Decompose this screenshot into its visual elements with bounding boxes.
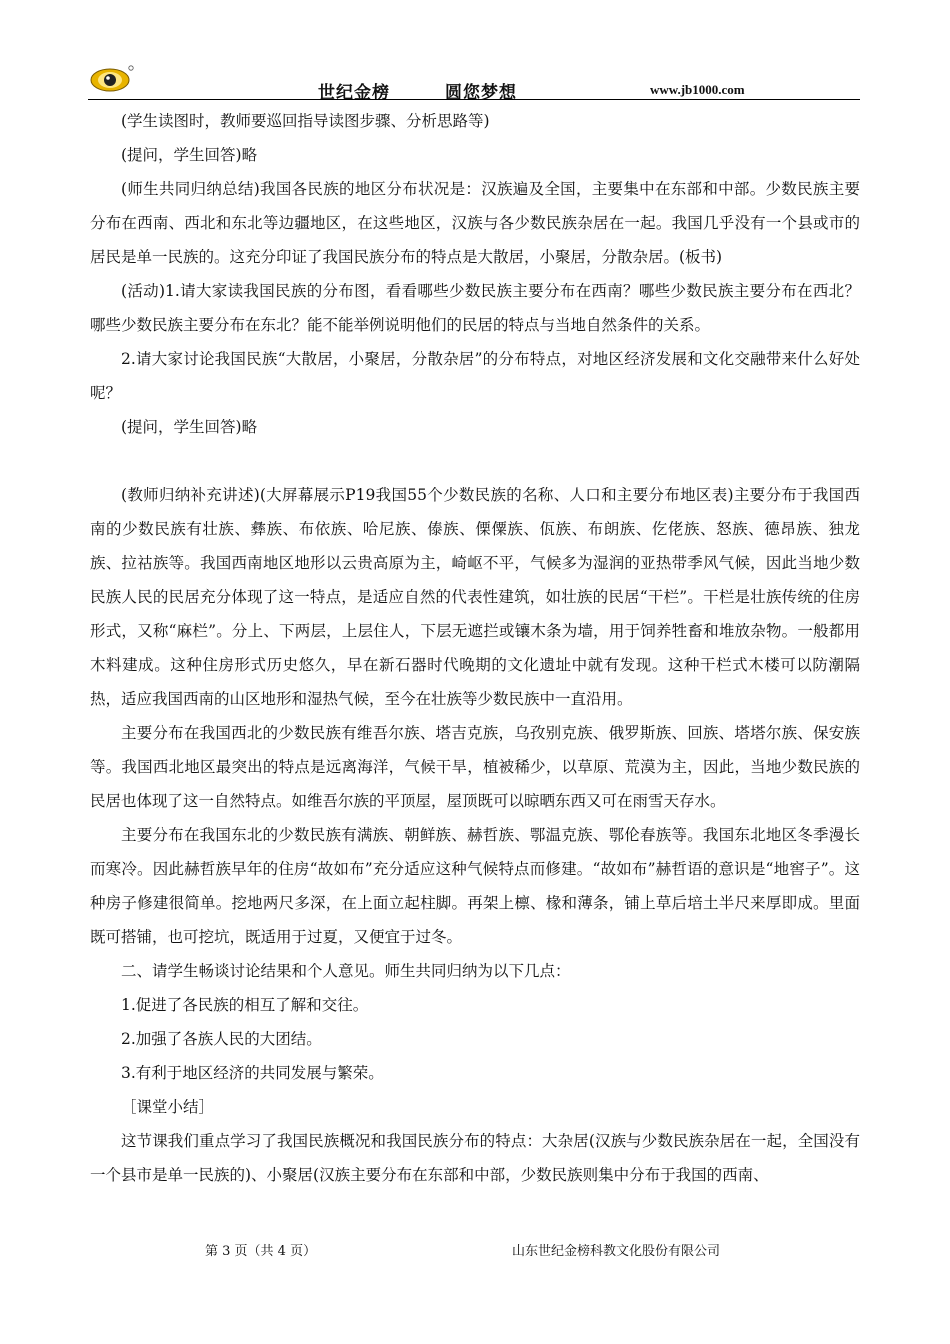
section-heading: ［课堂小结］	[121, 1098, 215, 1116]
page-number: 第 3 页（共 4 页）	[205, 1244, 317, 1259]
paragraph: 主要分布在我国西北的少数民族有维吾尔族、塔吉克族，乌孜别克族、俄罗斯族、回族、塔塔尔族、保安族等。我国西北地区最突出的特点是远离海洋，气候干旱，植被稀少，以草原、荒漠为主，因此，当地少数民族的民居也体现了这一自然特点。如维吾尔族的平顶屋，屋顶既可以晾晒东西又可在雨雪天存水。	[90, 724, 860, 810]
company-name: 山东世纪金榜科教文化股份有限公司	[512, 1244, 721, 1259]
paragraph: (活动)1.请大家读我国民族的分布图，看看哪些少数民族主要分布在西南？哪些少数民族主要分布在西北？哪些少数民族主要分布在东北？能不能举例说明他们的民居的特点与当地自然条件的关系。	[90, 282, 860, 334]
brand-slogan: 圆您梦想	[445, 83, 517, 103]
main-content	[90, 104, 860, 1192]
paragraph: 二、请学生畅谈讨论结果和个人意见。师生共同归纳为以下几点：	[121, 962, 571, 980]
blank-line	[90, 444, 860, 478]
header-divider	[88, 99, 860, 100]
paragraph: (教师归纳补充讲述)(大屏幕展示P19我国55个少数民族的名称、人口和主要分布地区表)主要分布于我国西南的少数民族有壮族、彝族、布依族、哈尼族、傣族、傈僳族、佤族、布朗族、仡佬族、怒族、德昂族、独龙族、拉祜族等。我国西南地区地形以云贵高原为主，崎岖不平，气候多为湿润的亚热带季风气候，因此当地少数民族人民的民居充分体现了这一特点，是适应自然的代表性建筑，如壮族的民居“干栏”。干栏是壮族传统的住房形式，又称“麻栏”。分上、下两层，上层住人，下层无遮拦或镶木条为墙，用于饲养牲畜和堆放杂物。一般都用木料建成。这种住房形式历史悠久，早在新石器时代晚期的文化遗址中就有发现。这种干栏式木楼可以防潮隔热，适应我国西南的山区地形和湿热气候，至今在壮族等少数民族中一直沿用。	[90, 486, 860, 708]
page-header	[88, 62, 860, 102]
list-item: 3.有利于地区经济的共同发展与繁荣。	[121, 1064, 384, 1082]
paragraph: 主要分布在我国东北的少数民族有满族、朝鲜族、赫哲族、鄂温克族、鄂伦春族等。我国东北地区冬季漫长而寒冷。因此赫哲族早年的住房“故如布”充分适应这种气候特点而修建。“故如布”赫哲语的意识是“地窖子”。这种房子修建很简单。挖地两尺多深，在上面立起柱脚。再架上檩、椽和薄条，铺上草后培土半尺来厚即成。里面既可搭铺，也可挖坑，既适用于过夏，又便宜于过冬。	[90, 826, 860, 946]
list-item: 1.促进了各民族的相互了解和交往。	[121, 996, 369, 1014]
paragraph: (学生读图时，教师要巡回指导读图步骤、分析思路等)	[121, 112, 490, 130]
paragraph: (提问，学生回答)略	[121, 418, 258, 436]
website-link[interactable]: www.jb1000.com	[650, 82, 745, 97]
paragraph: 2.请大家讨论我国民族“大散居，小聚居，分散杂居”的分布特点，对地区经济发展和文化交融带来什么好处呢？	[90, 350, 860, 402]
paragraph: 这节课我们重点学习了我国民族概况和我国民族分布的特点：大杂居(汉族与少数民族杂居在一起，全国没有一个县市是单一民族的)、小聚居(汉族主要分布在东部和中部，少数民族则集中分布于我国的西南、	[90, 1132, 860, 1184]
paragraph: (提问，学生回答)略	[121, 146, 258, 164]
paragraph: (师生共同归纳总结)我国各民族的地区分布状况是：汉族遍及全国，主要集中在东部和中部。少数民族主要分布在西南、西北和东北等边疆地区，在这些地区，汉族与各少数民族杂居在一起。我国几乎没有一个县或市的居民是单一民族的。这充分印证了我国民族分布的特点是大散居，小聚居，分散杂居。(板书)	[90, 180, 860, 266]
eye-logo-icon	[90, 64, 134, 94]
brand-name: 世纪金榜	[318, 83, 390, 103]
list-item: 2.加强了各族人民的大团结。	[121, 1030, 322, 1048]
